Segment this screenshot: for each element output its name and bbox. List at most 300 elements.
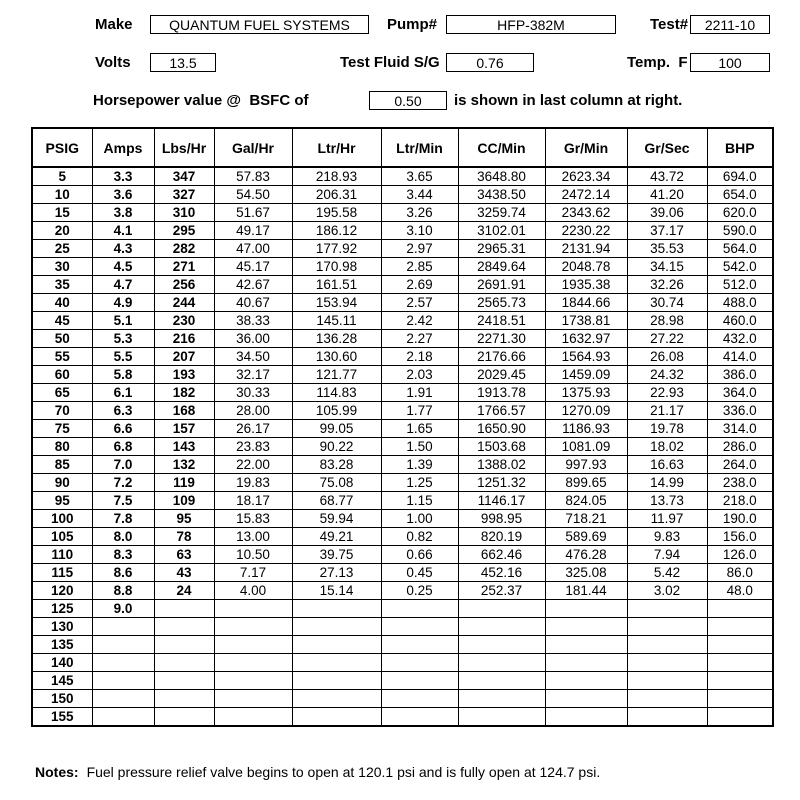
table-cell: 9.83: [627, 528, 707, 546]
table-cell: 386.0: [707, 366, 773, 384]
table-cell: 177.92: [292, 240, 381, 258]
table-cell: 0.66: [381, 546, 458, 564]
table-cell: 7.5: [92, 492, 154, 510]
table-cell: 590.0: [707, 222, 773, 240]
table-cell: 2.03: [381, 366, 458, 384]
table-cell: 286.0: [707, 438, 773, 456]
table-cell: [292, 672, 381, 690]
table-cell: 41.20: [627, 186, 707, 204]
table-row: [32, 528, 773, 546]
column-header: PSIG: [32, 128, 92, 167]
table-cell: 325.08: [545, 564, 627, 582]
table-cell: 6.6: [92, 420, 154, 438]
table-row: [32, 564, 773, 582]
table-cell: 1251.32: [458, 474, 545, 492]
table-cell: 452.16: [458, 564, 545, 582]
table-cell: 2.27: [381, 330, 458, 348]
table-cell: 11.97: [627, 510, 707, 528]
table-cell: 5.42: [627, 564, 707, 582]
table-cell: 295: [154, 222, 214, 240]
table-header-row: [32, 128, 773, 167]
table-cell: 3438.50: [458, 186, 545, 204]
table-cell: [292, 600, 381, 618]
table-cell: [292, 708, 381, 727]
table-cell: 37.17: [627, 222, 707, 240]
table-cell: 57.83: [214, 167, 292, 186]
table-cell: 1650.90: [458, 420, 545, 438]
table-cell: [92, 654, 154, 672]
make-field: QUANTUM FUEL SYSTEMS: [150, 15, 369, 34]
notes-label: Notes:: [35, 764, 79, 780]
table-cell: 16.63: [627, 456, 707, 474]
table-cell: [545, 636, 627, 654]
table-cell: 54.50: [214, 186, 292, 204]
table-cell: 126.0: [707, 546, 773, 564]
table-cell: 8.3: [92, 546, 154, 564]
table-cell: 45.17: [214, 258, 292, 276]
table-cell: 997.93: [545, 456, 627, 474]
table-cell: 824.05: [545, 492, 627, 510]
sg-field: 0.76: [446, 53, 534, 72]
table-row: [32, 366, 773, 384]
table-row: [32, 618, 773, 636]
table-cell: 30.74: [627, 294, 707, 312]
table-cell: 4.7: [92, 276, 154, 294]
table-cell: 8.6: [92, 564, 154, 582]
table-cell: [458, 636, 545, 654]
table-cell: 153.94: [292, 294, 381, 312]
table-cell: 1388.02: [458, 456, 545, 474]
table-body: [32, 167, 773, 726]
table-cell: 252.37: [458, 582, 545, 600]
table-cell: [214, 636, 292, 654]
hp-label: Horsepower value @ BSFC of: [93, 92, 309, 109]
table-cell: 86.0: [707, 564, 773, 582]
table-cell: 30: [32, 258, 92, 276]
table-cell: [214, 654, 292, 672]
table-cell: 7.0: [92, 456, 154, 474]
table-cell: 2.18: [381, 348, 458, 366]
table-cell: 336.0: [707, 402, 773, 420]
table-cell: 1.50: [381, 438, 458, 456]
table-row: [32, 636, 773, 654]
table-cell: 662.46: [458, 546, 545, 564]
pump-label: Pump#: [387, 16, 438, 33]
table-cell: 125: [32, 600, 92, 618]
table-cell: 109: [154, 492, 214, 510]
table-cell: 4.00: [214, 582, 292, 600]
table-cell: 327: [154, 186, 214, 204]
table-row: [32, 546, 773, 564]
table-cell: 5: [32, 167, 92, 186]
table-cell: 15.83: [214, 510, 292, 528]
table-cell: 13.73: [627, 492, 707, 510]
table-cell: [545, 618, 627, 636]
table-row: [32, 438, 773, 456]
table-cell: [707, 654, 773, 672]
table-row: [32, 312, 773, 330]
table-cell: [214, 708, 292, 727]
table-cell: 75: [32, 420, 92, 438]
table-cell: [154, 708, 214, 727]
table-cell: [92, 636, 154, 654]
table-cell: 51.67: [214, 204, 292, 222]
table-cell: 2048.78: [545, 258, 627, 276]
table-cell: 32.17: [214, 366, 292, 384]
table-cell: [154, 636, 214, 654]
table-cell: 2418.51: [458, 312, 545, 330]
column-header: Gr/Min: [545, 128, 627, 167]
table-cell: 4.9: [92, 294, 154, 312]
table-cell: 15.14: [292, 582, 381, 600]
table-cell: 2.57: [381, 294, 458, 312]
table-cell: 3.8: [92, 204, 154, 222]
table-cell: 170.98: [292, 258, 381, 276]
table-cell: [627, 690, 707, 708]
table-row: [32, 456, 773, 474]
table-cell: 1375.93: [545, 384, 627, 402]
table-cell: 47.00: [214, 240, 292, 258]
table-cell: 105.99: [292, 402, 381, 420]
table-cell: 24: [154, 582, 214, 600]
table-cell: 2176.66: [458, 348, 545, 366]
table-cell: 63: [154, 546, 214, 564]
table-cell: 32.26: [627, 276, 707, 294]
table-cell: 49.17: [214, 222, 292, 240]
table-cell: [458, 708, 545, 727]
table-cell: 42.67: [214, 276, 292, 294]
table-cell: 654.0: [707, 186, 773, 204]
table-row: [32, 600, 773, 618]
table-cell: 60: [32, 366, 92, 384]
table-cell: [92, 690, 154, 708]
table-cell: 80: [32, 438, 92, 456]
table-cell: 22.93: [627, 384, 707, 402]
table-cell: [707, 636, 773, 654]
table-cell: [154, 654, 214, 672]
table-cell: [292, 654, 381, 672]
table-cell: 512.0: [707, 276, 773, 294]
table-row: [32, 582, 773, 600]
table-cell: 28.98: [627, 312, 707, 330]
table-cell: 14.99: [627, 474, 707, 492]
table-cell: 34.15: [627, 258, 707, 276]
table-cell: 27.22: [627, 330, 707, 348]
table-cell: 28.00: [214, 402, 292, 420]
table-cell: 13.00: [214, 528, 292, 546]
table-row: [32, 204, 773, 222]
sg-label: Test Fluid S/G: [340, 54, 440, 71]
table-cell: 3.44: [381, 186, 458, 204]
table-cell: 90.22: [292, 438, 381, 456]
table-cell: 2131.94: [545, 240, 627, 258]
table-cell: 7.17: [214, 564, 292, 582]
table-cell: [154, 600, 214, 618]
table-cell: 195.58: [292, 204, 381, 222]
temp-label: Temp. F: [627, 54, 688, 71]
table-cell: 40.67: [214, 294, 292, 312]
table-cell: 2623.34: [545, 167, 627, 186]
column-header: Amps: [92, 128, 154, 167]
table-cell: 186.12: [292, 222, 381, 240]
table-cell: 7.8: [92, 510, 154, 528]
table-cell: 1844.66: [545, 294, 627, 312]
table-cell: 150: [32, 690, 92, 708]
table-cell: 78: [154, 528, 214, 546]
table-cell: 99.05: [292, 420, 381, 438]
table-cell: 206.31: [292, 186, 381, 204]
volts-label: Volts: [95, 54, 131, 71]
table-cell: 115: [32, 564, 92, 582]
table-cell: 3.10: [381, 222, 458, 240]
table-cell: 4.3: [92, 240, 154, 258]
table-cell: 1564.93: [545, 348, 627, 366]
notes: [35, 764, 600, 780]
table-cell: 1.15: [381, 492, 458, 510]
table-cell: 136.28: [292, 330, 381, 348]
table-cell: 119: [154, 474, 214, 492]
table-row: [32, 708, 773, 727]
table-cell: 460.0: [707, 312, 773, 330]
table-cell: 140: [32, 654, 92, 672]
table-cell: 1.00: [381, 510, 458, 528]
table-cell: 26.08: [627, 348, 707, 366]
notes-text: Fuel pressure relief valve begins to open at 120.1 psi and is fully open at 124.7 psi.: [86, 764, 601, 780]
column-header: Ltr/Min: [381, 128, 458, 167]
table-cell: 50: [32, 330, 92, 348]
bsfc-field: 0.50: [369, 91, 447, 110]
table-cell: 4.5: [92, 258, 154, 276]
table-cell: 207: [154, 348, 214, 366]
table-cell: [381, 690, 458, 708]
table-cell: 7.2: [92, 474, 154, 492]
table-cell: 5.1: [92, 312, 154, 330]
table-cell: [381, 600, 458, 618]
test-label: Test#: [650, 16, 689, 33]
table-cell: 542.0: [707, 258, 773, 276]
table-cell: 38.33: [214, 312, 292, 330]
table-cell: [214, 618, 292, 636]
table-cell: 2472.14: [545, 186, 627, 204]
table-cell: 1270.09: [545, 402, 627, 420]
table-row: [32, 510, 773, 528]
table-cell: 39.75: [292, 546, 381, 564]
table-cell: 15: [32, 204, 92, 222]
table-cell: 998.95: [458, 510, 545, 528]
column-header: Ltr/Hr: [292, 128, 381, 167]
table-cell: 1.91: [381, 384, 458, 402]
table-cell: 694.0: [707, 167, 773, 186]
table-cell: 10.50: [214, 546, 292, 564]
column-header: Gr/Sec: [627, 128, 707, 167]
table-cell: 1.77: [381, 402, 458, 420]
table-cell: 3.65: [381, 167, 458, 186]
table-row: [32, 654, 773, 672]
table-cell: 2.42: [381, 312, 458, 330]
table-row: [32, 402, 773, 420]
column-header: Lbs/Hr: [154, 128, 214, 167]
table-cell: [214, 672, 292, 690]
table-row: [32, 348, 773, 366]
table-cell: 36.00: [214, 330, 292, 348]
table-cell: 8.0: [92, 528, 154, 546]
table-cell: 5.8: [92, 366, 154, 384]
table-row: [32, 330, 773, 348]
table-cell: 190.0: [707, 510, 773, 528]
column-header: CC/Min: [458, 128, 545, 167]
table-cell: [154, 618, 214, 636]
table-cell: [627, 654, 707, 672]
table-cell: 488.0: [707, 294, 773, 312]
table-cell: 161.51: [292, 276, 381, 294]
table-cell: 130: [32, 618, 92, 636]
table-row: [32, 474, 773, 492]
table-cell: 135: [32, 636, 92, 654]
table-cell: [627, 708, 707, 727]
table-cell: [707, 600, 773, 618]
table-cell: 83.28: [292, 456, 381, 474]
table-cell: [381, 636, 458, 654]
table-cell: [707, 672, 773, 690]
table-cell: 1935.38: [545, 276, 627, 294]
table-cell: 310: [154, 204, 214, 222]
table-cell: [545, 672, 627, 690]
table-cell: 0.45: [381, 564, 458, 582]
temp-field: 100: [690, 53, 770, 72]
table-cell: 216: [154, 330, 214, 348]
table-cell: 2.85: [381, 258, 458, 276]
table-cell: 75.08: [292, 474, 381, 492]
table-cell: 2965.31: [458, 240, 545, 258]
table-cell: 1459.09: [545, 366, 627, 384]
table-cell: 181.44: [545, 582, 627, 600]
table-cell: 256: [154, 276, 214, 294]
table-cell: 364.0: [707, 384, 773, 402]
table-cell: 314.0: [707, 420, 773, 438]
table-cell: 145.11: [292, 312, 381, 330]
table-cell: [545, 600, 627, 618]
table-cell: 182: [154, 384, 214, 402]
table-cell: 27.13: [292, 564, 381, 582]
table-cell: 6.1: [92, 384, 154, 402]
table-cell: 5.3: [92, 330, 154, 348]
table-cell: [292, 618, 381, 636]
table-cell: 3.26: [381, 204, 458, 222]
table-cell: [627, 672, 707, 690]
table-cell: [627, 636, 707, 654]
table-cell: 168: [154, 402, 214, 420]
table-cell: 43: [154, 564, 214, 582]
table-cell: [214, 600, 292, 618]
table-cell: 2849.64: [458, 258, 545, 276]
table-cell: 2565.73: [458, 294, 545, 312]
table-cell: 90: [32, 474, 92, 492]
table-cell: 132: [154, 456, 214, 474]
table-cell: 1.39: [381, 456, 458, 474]
table-cell: 110: [32, 546, 92, 564]
table-row: [32, 167, 773, 186]
table-cell: 3259.74: [458, 204, 545, 222]
table-cell: 3.3: [92, 167, 154, 186]
table-row: [32, 420, 773, 438]
table-cell: [458, 654, 545, 672]
table-cell: 820.19: [458, 528, 545, 546]
table-cell: [154, 690, 214, 708]
table-cell: 95: [154, 510, 214, 528]
table-cell: [458, 672, 545, 690]
table-cell: 1.65: [381, 420, 458, 438]
table-cell: 1081.09: [545, 438, 627, 456]
table-cell: 49.21: [292, 528, 381, 546]
table-cell: 282: [154, 240, 214, 258]
table-cell: 7.94: [627, 546, 707, 564]
table-cell: 432.0: [707, 330, 773, 348]
table-row: [32, 492, 773, 510]
table-cell: 347: [154, 167, 214, 186]
table-cell: 35: [32, 276, 92, 294]
table-cell: 35.53: [627, 240, 707, 258]
table-cell: 34.50: [214, 348, 292, 366]
table-cell: 24.32: [627, 366, 707, 384]
table-cell: 564.0: [707, 240, 773, 258]
table-cell: 2343.62: [545, 204, 627, 222]
column-header: BHP: [707, 128, 773, 167]
table-cell: [381, 672, 458, 690]
table-cell: 1146.17: [458, 492, 545, 510]
table-cell: [154, 672, 214, 690]
table-cell: 39.06: [627, 204, 707, 222]
table-cell: 48.0: [707, 582, 773, 600]
table-cell: 21.17: [627, 402, 707, 420]
table-cell: 8.8: [92, 582, 154, 600]
table-cell: 2691.91: [458, 276, 545, 294]
table-cell: 5.5: [92, 348, 154, 366]
table-cell: 19.78: [627, 420, 707, 438]
table-cell: 193: [154, 366, 214, 384]
table-cell: 59.94: [292, 510, 381, 528]
table-row: [32, 672, 773, 690]
table-cell: 9.0: [92, 600, 154, 618]
table-cell: 114.83: [292, 384, 381, 402]
table-cell: [707, 618, 773, 636]
table-cell: 155: [32, 708, 92, 727]
table-cell: 20: [32, 222, 92, 240]
table-cell: [214, 690, 292, 708]
table-cell: 2271.30: [458, 330, 545, 348]
table-cell: 2029.45: [458, 366, 545, 384]
table-cell: 620.0: [707, 204, 773, 222]
table-row: [32, 240, 773, 258]
table-cell: 105: [32, 528, 92, 546]
table-cell: 2.69: [381, 276, 458, 294]
table-cell: 414.0: [707, 348, 773, 366]
table-cell: 1766.57: [458, 402, 545, 420]
table-cell: 899.65: [545, 474, 627, 492]
table-cell: 3648.80: [458, 167, 545, 186]
table-cell: 218.0: [707, 492, 773, 510]
table-cell: 145: [32, 672, 92, 690]
table-cell: 1503.68: [458, 438, 545, 456]
table-cell: [627, 618, 707, 636]
table-row: [32, 276, 773, 294]
table-cell: 55: [32, 348, 92, 366]
table-cell: 18.02: [627, 438, 707, 456]
hp-suffix: is shown in last column at right.: [454, 92, 683, 109]
table-cell: [292, 690, 381, 708]
table-cell: 45: [32, 312, 92, 330]
table-cell: 40: [32, 294, 92, 312]
table-cell: 3.6: [92, 186, 154, 204]
